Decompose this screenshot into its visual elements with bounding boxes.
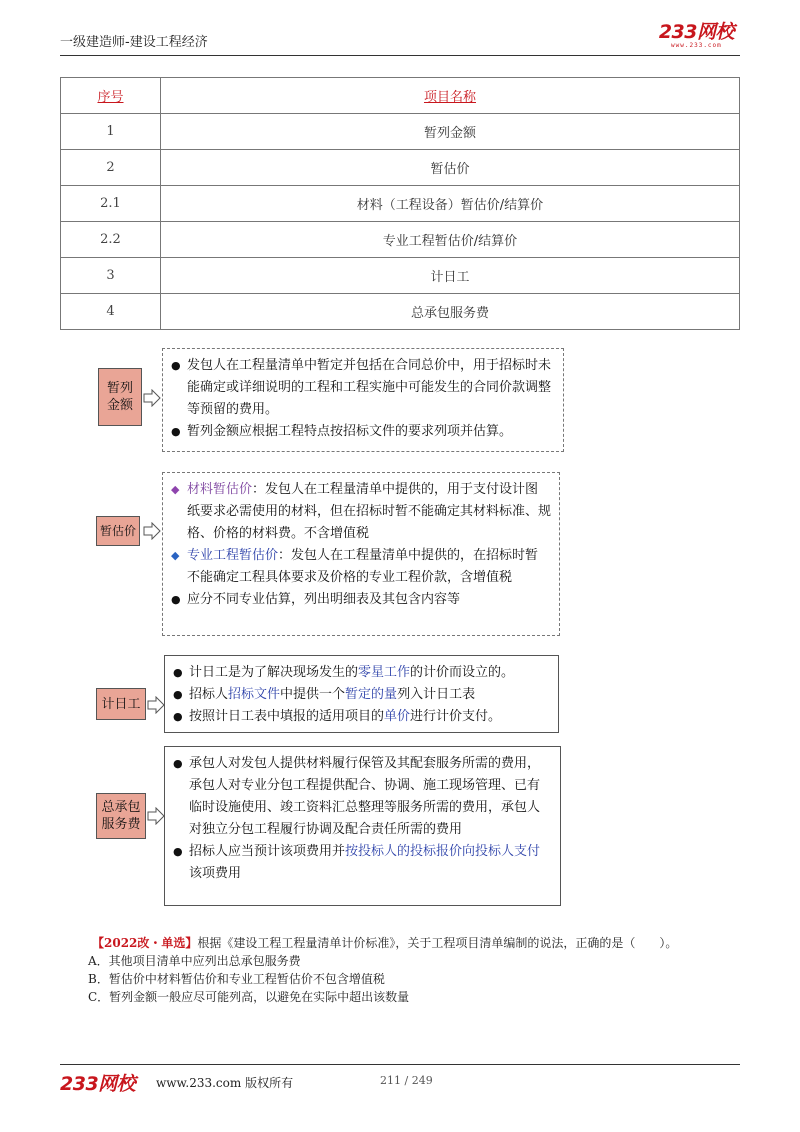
arrow-right-icon: [143, 389, 161, 407]
arrow-right-icon: [147, 696, 165, 714]
list-item: ◆ 材料暂估价：发包人在工程量清单中提供的，用于支付设计图纸要求必需使用的材料，但在招标时暂不能确定其材料标准、规格、价格的材料费。不含增值税: [171, 479, 551, 545]
header-title: 一级建造师-建设工程经济: [60, 35, 208, 50]
list-item: ● 按照计日工表中填报的适用项目的单价进行计价支付。: [173, 706, 550, 728]
table-header-row: [61, 78, 740, 114]
question-option: B．暂估价中材料暂估价和专业工程暂估价不包含增值税: [88, 972, 385, 986]
box-general-contracting-fee: [164, 746, 561, 906]
page-number: 211 / 249: [380, 1074, 433, 1087]
bullet-icon: ●: [173, 688, 183, 701]
tag-general-contracting-fee: 总承包服务费: [96, 793, 146, 839]
bullet-icon: ●: [171, 425, 181, 438]
row-number: 3: [61, 258, 161, 294]
bullet-icon: ●: [173, 710, 183, 723]
list-item: ● 招标人应当预计该项费用并按投标人的投标报价向投标人支付该项费用: [173, 841, 552, 885]
col-header-number: 序号: [61, 78, 161, 114]
row-name: 材料（工程设备）暂估价/结算价: [161, 186, 740, 222]
brand-logo: [659, 22, 734, 50]
question-tag: 【2022改・单选】: [92, 936, 198, 950]
row-number: 1: [61, 114, 161, 150]
row-number: 2.2: [61, 222, 161, 258]
list-item: ● 计日工是为了解决现场发生的零星工作的计价而设立的。: [173, 662, 550, 684]
logo-text: 233网校: [658, 21, 734, 43]
row-name: 暂列金额: [161, 114, 740, 150]
bullet-icon: ●: [173, 845, 183, 858]
col-header-name: 项目名称: [161, 78, 740, 114]
list-item: ● 暂列金额应根据工程特点按招标文件的要求列项并估算。: [171, 421, 555, 443]
row-number: 2: [61, 150, 161, 186]
row-number: 4: [61, 294, 161, 330]
row-name: 计日工: [161, 258, 740, 294]
bullet-icon: ◆: [171, 483, 180, 496]
list-item: ● 招标人招标文件中提供一个暂定的量列入计日工表: [173, 684, 550, 706]
list-item: ● 发包人在工程量清单中暂定并包括在合同总价中，用于招标时未能确定或详细说明的工程和工程实施中可能发生的合同价款调整等预留的费用。: [171, 355, 555, 421]
page-header: [60, 22, 740, 56]
box-provisional-sum: [162, 348, 564, 452]
table-row: [61, 186, 740, 222]
box-daywork: [164, 655, 559, 733]
box-estimated-price: [162, 472, 560, 636]
bullet-icon: ●: [171, 593, 181, 606]
list-item: ● 应分不同专业估算，列出明细表及其包含内容等: [171, 589, 551, 611]
arrow-right-icon: [147, 807, 165, 825]
table-row: [61, 222, 740, 258]
footer-copyright: www.233.com 版权所有: [156, 1076, 294, 1090]
list-item: ◆ 专业工程暂估价：发包人在工程量清单中提供的，在招标时暂不能确定工程具体要求及价格的专业工程价款，含增值税: [171, 545, 551, 589]
page-footer: [60, 1064, 740, 1094]
bullet-icon: ●: [173, 666, 183, 679]
tag-estimated-price: 暂估价: [96, 516, 140, 546]
question-option: A．其他项目清单中应列出总承包服务费: [88, 954, 301, 968]
question-option: C．暂列金额一般应尽可能列高，以避免在实际中超出该数量: [88, 990, 410, 1004]
list-item: ● 承包人对发包人提供材料履行保管及其配套服务所需的费用，承包人对专业分包工程提供配合、协调、施工现场管理、已有临时设施使用、竣工资料汇总整理等服务所需的费用，承包人对独立分包工程履行协调及配合责任所需的费用: [173, 753, 552, 841]
row-name: 专业工程暂估价/结算价: [161, 222, 740, 258]
table-row: [61, 258, 740, 294]
logo-url: www.233.com: [671, 42, 722, 49]
row-number: 2.1: [61, 186, 161, 222]
table-row: [61, 150, 740, 186]
tag-daywork: 计日工: [96, 688, 146, 720]
tag-provisional-sum: 暂列金额: [98, 368, 142, 426]
footer-logo: 233网校: [60, 1073, 136, 1095]
bullet-icon: ◆: [171, 549, 180, 562]
other-items-table: [60, 77, 740, 330]
table-row: [61, 294, 740, 330]
question-stem: 【2022改・单选】根据《建设工程工程量清单计价标准》，关于工程项目清单编制的说法，正确的是（ ）。: [92, 936, 678, 950]
row-name: 暂估价: [161, 150, 740, 186]
table-row: [61, 114, 740, 150]
practice-question: [60, 934, 740, 1006]
arrow-right-icon: [143, 522, 161, 540]
bullet-icon: ●: [171, 359, 181, 372]
bullet-icon: ●: [173, 757, 183, 770]
row-name: 总承包服务费: [161, 294, 740, 330]
